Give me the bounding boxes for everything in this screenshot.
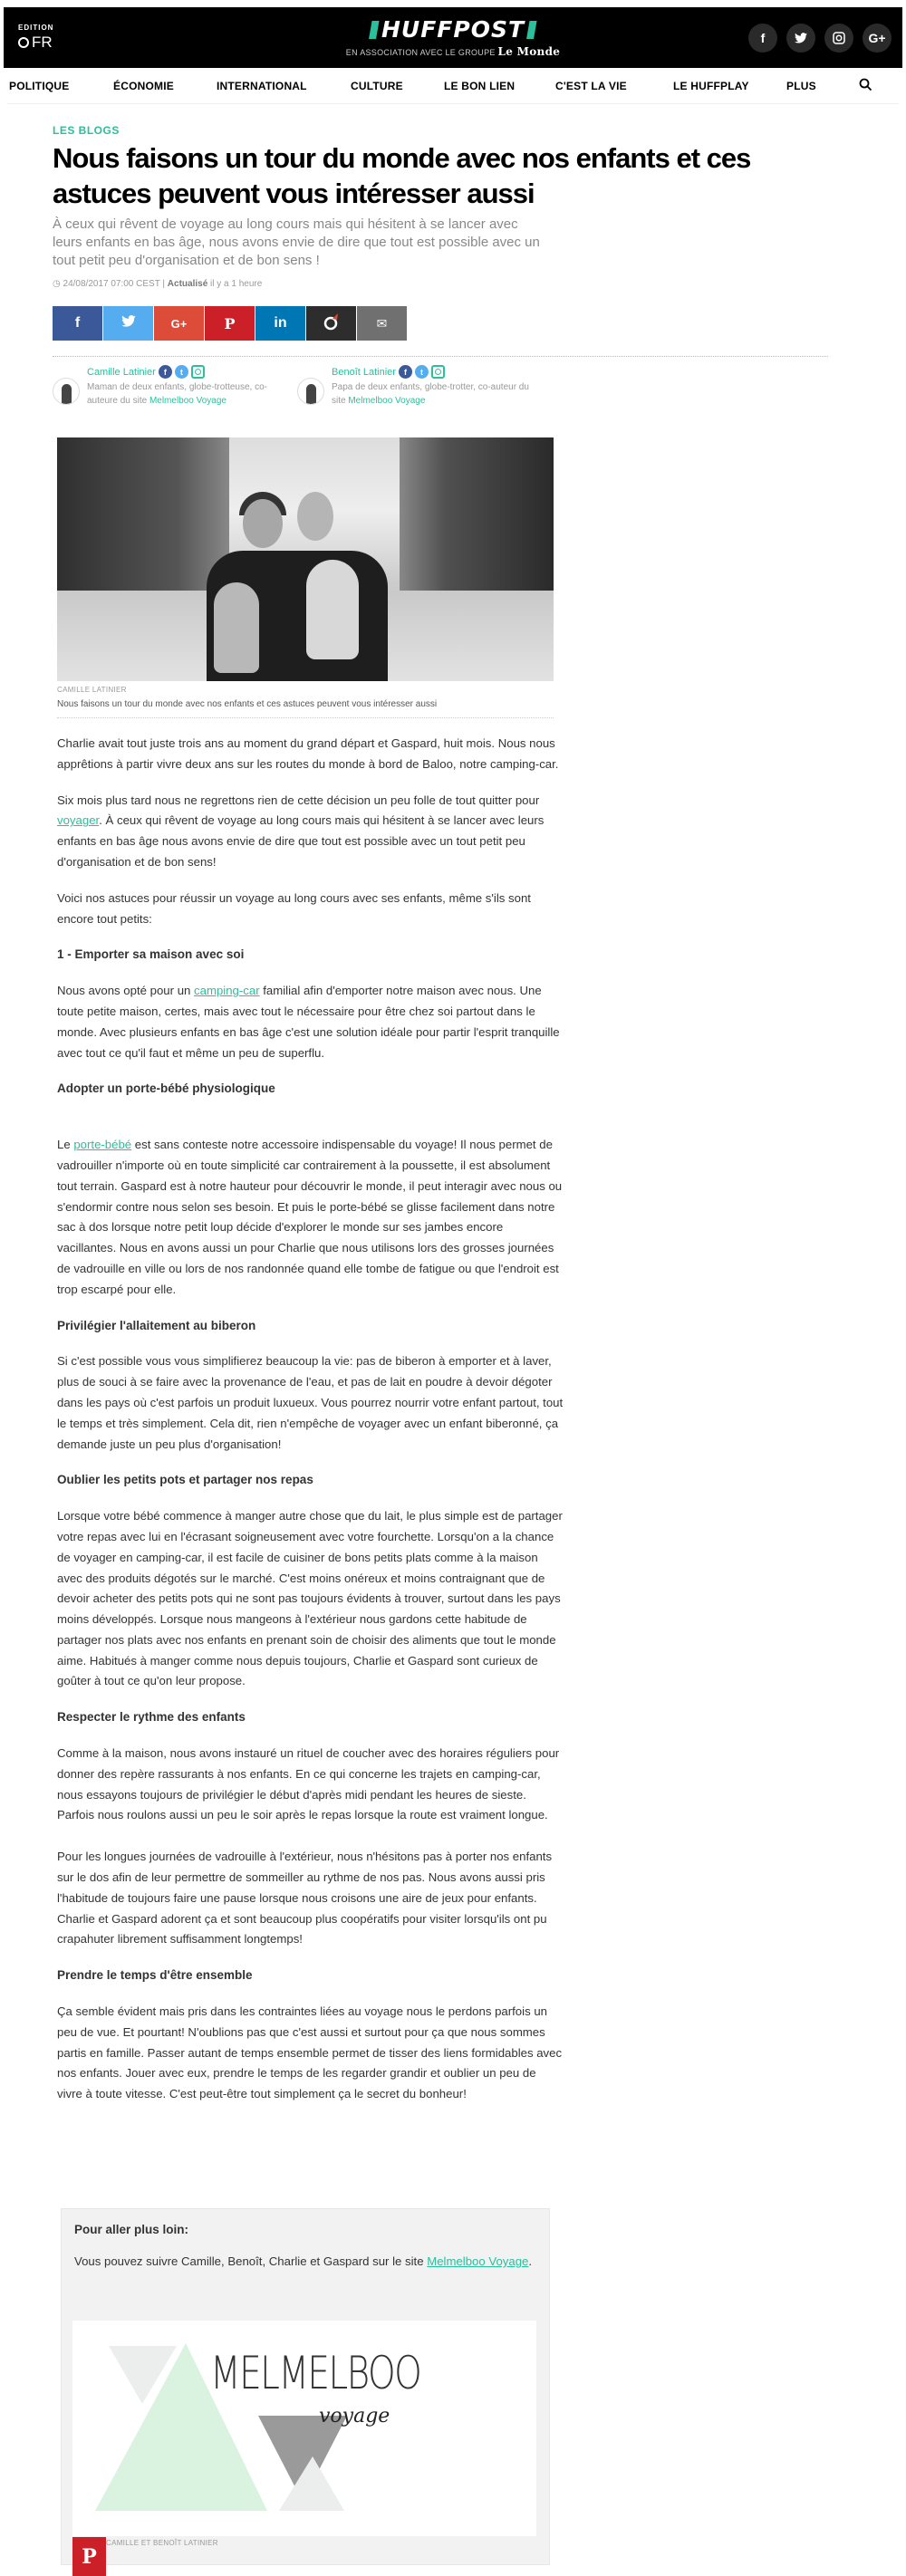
clock-icon: ◷ xyxy=(53,279,61,289)
main-nav xyxy=(7,68,899,104)
viadeo-icon xyxy=(323,312,340,335)
further-text: Vous pouvez suivre Camille, Benoît, Charlie et Gaspard sur le site Melmelboo Voyage. xyxy=(74,2254,533,2268)
author-bio: Maman de deux enfants, globe-trotteuse, co-auteure du site xyxy=(87,382,268,406)
paragraph: Nous avons opté pour un camping-car familial afin d'emporter notre maison avec nous. Une toute petite maison, certes, mais avec tout le nécessaire pour être chez soi partout dans le monde. Avec plusieurs enfants en bas âge c'est une solution idéale pour partir l'esprit tranquille avec tout ce qu'il faut et même un peu de superflu. xyxy=(57,984,560,1060)
image-caption: Nous faisons un tour du monde avec nos enfants et ces astuces peuvent vous intéresser aussi xyxy=(57,699,438,709)
further-heading: Pour aller plus loin: xyxy=(74,2223,189,2236)
author-bio-link[interactable]: Melmelboo Voyage xyxy=(149,396,226,406)
instagram-icon[interactable] xyxy=(431,365,445,379)
paragraph: Pour les longues journées de vadrouille à l'extérieur, nous n'hésitons pas à porter nos enfants sur le dos afin de leur permettre de sommeiller au rythme de nos pas. Nous avons aussi pris l'habitude de toujours faire une pause lorsque nous croisons une aire de jeux pour enfants. Charlie et Gaspard adorent ça et sont beaucoup plus coopératifs pour visiter lorsqu'ils ont pu crapahuter librement suffisamment longtemps! xyxy=(57,1850,553,1946)
link-voyager[interactable]: voyager xyxy=(57,813,100,828)
google-plus-icon[interactable]: G+ xyxy=(863,24,892,53)
logo-title: MELMELBOO xyxy=(210,2347,421,2399)
article-subtitle: À ceux qui rêvent de voyage au long cours mais qui hésitent à se lancer avec leurs enfants en bas âge, nous avons envie de dire que tout est possible avec un tout petit peu d'organisation et de bon sens ! xyxy=(53,216,540,268)
nav-item-cest-la-vie[interactable]: C'EST LA VIE xyxy=(555,80,627,92)
nav-item-le-huffplay[interactable]: LE HUFFPLAY xyxy=(673,80,749,92)
share-twitter-button[interactable] xyxy=(103,306,154,341)
header-divider xyxy=(53,356,828,357)
updated-value: il y a 1 heure xyxy=(210,279,263,289)
author-name[interactable]: Benoît Latinier xyxy=(332,366,396,378)
edition-value: FR xyxy=(32,34,53,51)
facebook-icon[interactable]: f xyxy=(159,365,172,379)
edition-label: EDITION xyxy=(18,24,54,32)
logo-bar-right xyxy=(526,21,537,39)
author-bio: Papa de deux enfants, globe-trotter, co-auteur du site xyxy=(332,382,529,406)
paragraph: Lorsque votre bébé commence à manger autre chose que du lait, le plus simple est de partager votre repas avec lui en l'écrasant soigneusement avec votre fourchette. Lorsqu'on a la chance de voyager en camping-car, il est facile de cuisiner de bons petits plats comme à la maison avec des produits dégotés sur le marché. C'est moins onéreux et moins contraignant que de devoir acheter des petits pots qui ne sont pas toujours évidents à trouver, surtout dans les pays moins développés. Lorsque nous mangeons à l'extérieur nous gardons cette habitude de partager nos plats avec nos enfants en prenant soin de choisir des aliments que tout le monde aime. Habitués à manger comme nous depuis toujours, Charlie et Gaspard sont curieux de goûter à tout ce qu'on leur propose. xyxy=(57,1509,563,1688)
image-trees-left xyxy=(57,437,229,610)
logo-partner: Le Monde xyxy=(497,45,561,58)
email-icon: ✉ xyxy=(376,315,388,331)
share-facebook-button[interactable] xyxy=(53,306,103,341)
caption-divider xyxy=(57,717,554,718)
link-porte-bebe[interactable]: porte-bébé xyxy=(73,1138,132,1152)
twitter-icon[interactable]: t xyxy=(415,365,429,379)
paragraph: Ça semble évident mais pris dans les contraintes liées au voyage nous le perdons parfois un peu de vue. Et pourtant! N'oublions pas que c'est aussi et surtout pour ça que nous sommes partis en famille. Passer autant de temps ensemble permet de tisser des liens formidables avec nos enfants. Jouer avec eux, prendre le temps de les regarder grandir et oublier un peu de vivre à toute vitesse. C'est peut-être tout simplement ça le secret du bonheur! xyxy=(57,2004,563,2101)
nav-item-international[interactable]: INTERNATIONAL xyxy=(217,80,307,92)
article-title: Nous faisons un tour du monde avec nos enfants et ces astuces peuvent vous intéresser aussi xyxy=(53,142,751,209)
twitter-icon[interactable]: t xyxy=(175,365,188,379)
section-kicker[interactable]: LES BLOGS xyxy=(53,124,120,137)
author-benoit xyxy=(297,365,533,408)
published-date: 24/08/2017 07:00 CEST xyxy=(63,279,160,289)
author-avatar[interactable] xyxy=(53,378,80,405)
logo-bar-left xyxy=(369,21,380,39)
article-timestamp: ◷ 24/08/2017 07:00 CEST | Actualisé il y a 1 heure xyxy=(53,279,263,289)
twitter-icon[interactable] xyxy=(786,24,815,53)
instagram-icon[interactable] xyxy=(824,24,853,53)
section-heading: Adopter un porte-bébé physiologique xyxy=(57,1081,275,1096)
paragraph: Six mois plus tard nous ne regrettons rien de cette décision un peu folle de tout quitter pour voyager. À ceux qui rêvent de voyage au long cours mais qui hésitent à se lancer avec leurs enfants en bas âge nous avons envie de dire que tout est possible avec un tout petit peu d'organisation et de bon sens! xyxy=(57,793,545,869)
twitter-icon xyxy=(121,315,136,332)
nav-item-economie[interactable]: ÉCONOMIE xyxy=(113,80,174,92)
huffpost-logo[interactable] xyxy=(346,18,560,58)
paragraph: Voici nos astuces pour réussir un voyage au long cours avec ses enfants, même s'ils sont encore tout petits: xyxy=(57,890,531,926)
facebook-icon[interactable]: f xyxy=(748,24,777,53)
author-camille xyxy=(53,365,288,408)
further-reading-box xyxy=(61,2208,550,2569)
author-bio-link[interactable]: Melmelboo Voyage xyxy=(348,396,426,406)
search-icon[interactable] xyxy=(859,78,872,94)
share-pinterest-button[interactable] xyxy=(205,306,255,341)
section-heading: Privilégier l'allaitement au biberon xyxy=(57,1318,256,1332)
link-melmelboo[interactable]: Melmelboo Voyage xyxy=(427,2254,529,2268)
pinterest-icon: P xyxy=(224,314,236,332)
paragraph: Charlie avait tout juste trois ans au moment du grand départ et Gaspard, huit mois. Nous nous apprêtions à partir vivre deux ans sur les routes du monde à bord de Baloo, notre camping-car. xyxy=(57,736,559,771)
linkedin-icon: in xyxy=(274,315,287,331)
section-heading: Prendre le temps d'être ensemble xyxy=(57,1968,253,1983)
image-family xyxy=(207,492,397,681)
melmelboo-logo-image xyxy=(72,2321,536,2536)
top-header-bar xyxy=(4,7,902,68)
section-heading: 1 - Emporter sa maison avec soi xyxy=(57,947,245,962)
facebook-icon: f xyxy=(74,315,81,331)
logo-text: HUFFPOST xyxy=(381,16,525,43)
share-email-button[interactable] xyxy=(357,306,408,341)
paragraph: Le porte-bébé est sans conteste notre accessoire indispensable du voyage! Il nous permet de vadrouiller n'importe où en toute simplicité car contrairement à la poussette, il est absolument tout terrain. Gaspard est à notre hauteur pour découvrir le monde, il peut interagir avec nous ou s'endormir contre nous selon ses besoin. Et puis le porte-bébé se glisse facilement dans notre sac à dos lorsque notre petit loup décide d'explorer le monde sur ses jambes encore vacillantes. Nous en avons aussi un pour Charlie que nous utilisons lors des grosses journées de vadrouille en ville ou lors de nos randonnée quand elle tombe de fatigue ou que l'endroit est trop escarpé pour elle. xyxy=(57,1138,563,1296)
nav-item-le-bon-lien[interactable]: LE BON LIEN xyxy=(444,80,516,92)
edition-selector[interactable] xyxy=(18,24,53,52)
section-heading: Oublier les petits pots et partager nos repas xyxy=(57,1473,313,1487)
share-google-plus-button[interactable] xyxy=(154,306,205,341)
instagram-icon[interactable] xyxy=(191,365,205,379)
share-linkedin-button[interactable] xyxy=(255,306,306,341)
nav-item-culture[interactable]: CULTURE xyxy=(351,80,403,92)
updated-label: Actualisé xyxy=(167,279,208,289)
lead-image xyxy=(57,437,554,681)
logo-image-credit: CAMILLE ET BENOÎT LATINIER xyxy=(106,2539,218,2547)
google-plus-icon: G+ xyxy=(170,316,188,331)
author-name[interactable]: Camille Latinier xyxy=(87,366,156,378)
link-camping-car[interactable]: camping-car xyxy=(194,984,260,998)
section-heading: Respecter le rythme des enfants xyxy=(57,1710,246,1725)
paragraph: Si c'est possible vous vous simplifierez beaucoup la vie: pas de biberon à emporter et à laver, plus de souci à se faire avec la provenance de l'eau, et pas de lait en poudre à devoir dégoter dans les pays où c'est parfois un produit luxueux. Vous pourrez nourrir votre enfant partout, tout le temps et très simplement. Cela dit, rien n'empêche de voyager avec un enfant biberonné, ça demande juste un peu plus d'organisation! xyxy=(57,1354,564,1451)
header-social-links xyxy=(748,24,892,53)
logo-subtitle: voyage xyxy=(319,2405,390,2427)
article-body xyxy=(57,734,564,2120)
facebook-icon[interactable]: f xyxy=(399,365,412,379)
globe-icon xyxy=(18,37,29,48)
pinterest-pin-button[interactable] xyxy=(72,2537,106,2576)
nav-item-plus[interactable]: PLUS xyxy=(786,80,816,92)
pinterest-icon: P xyxy=(82,2544,97,2569)
nav-item-politique[interactable]: POLITIQUE xyxy=(9,80,70,92)
logo-association: EN ASSOCIATION AVEC LE GROUPE xyxy=(345,48,496,57)
share-bar xyxy=(53,306,408,341)
share-viadeo-button[interactable] xyxy=(306,306,357,341)
author-avatar[interactable] xyxy=(297,378,324,405)
paragraph: Comme à la maison, nous avons instauré un rituel de coucher avec des horaires réguliers pour donner des repère rassurants à nos enfants. En ce qui concerne les trajets en camping-car, nous essayons toujours de privilégier le début d'après midi pendant les heures de sieste. Parfois nous roulons aussi un peu le soir après le repas lorsque la route est vraiment longue. xyxy=(57,1746,560,1822)
image-credit: CAMILLE LATINIER xyxy=(57,686,127,694)
